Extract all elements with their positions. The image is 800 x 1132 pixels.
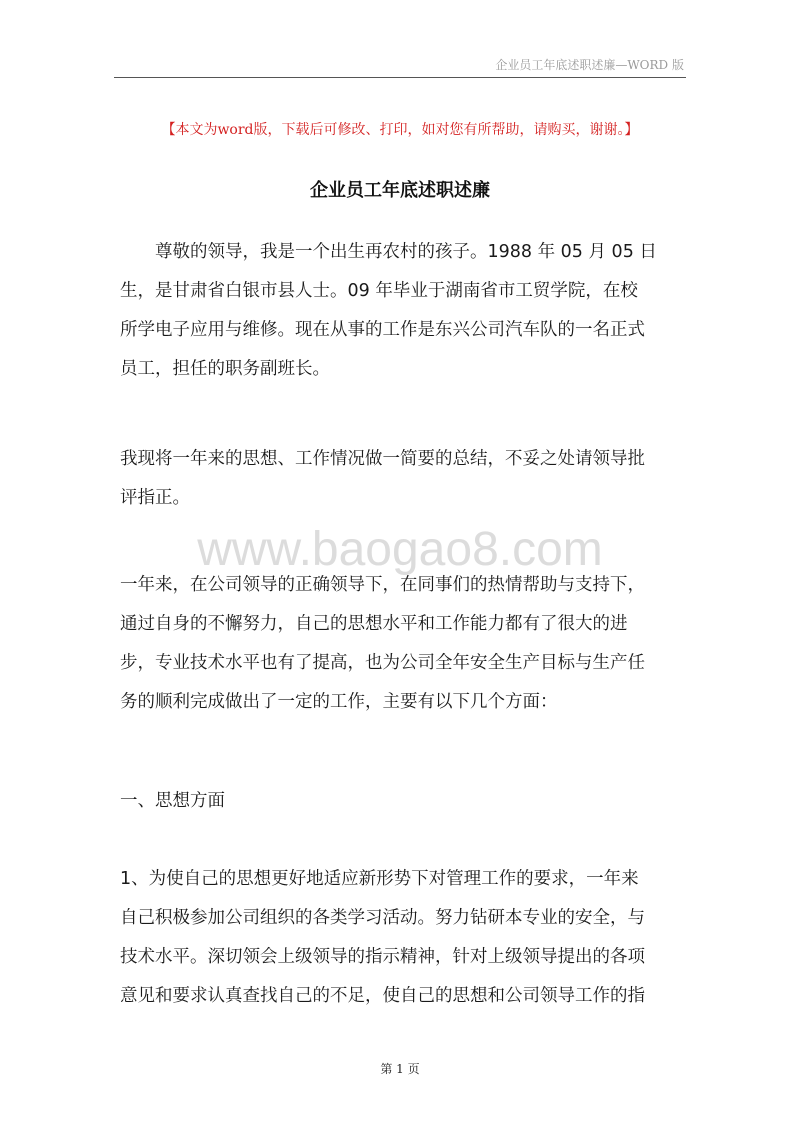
paragraph-item-1 (120, 860, 690, 1016)
paragraph-line: 步，专业技术水平也有了提高，也为公司全年安全生产目标与生产任 (120, 653, 645, 673)
paragraph-line: 自己积极参加公司组织的各类学习活动。努力钻研本专业的安全，与 (120, 908, 645, 928)
section-heading-ideology (120, 782, 690, 821)
paragraph-line: 我现将一年来的思想、工作情况做一简要的总结，不妥之处请领导批 (120, 449, 645, 469)
paragraph-line: 1、为使自己的思想更好地适应新形势下对管理工作的要求，一年来 (120, 869, 639, 889)
paragraph-line: 生，是甘肃省白银市县人士。09 年毕业于湖南省市工贸学院，在校 (120, 281, 638, 301)
section-heading-text: 一、思想方面 (120, 791, 225, 811)
paragraph-year-review (120, 566, 690, 722)
paragraph-line: 所学电子应用与维修。现在从事的工作是东兴公司汽车队的一名正式 (120, 320, 645, 340)
paragraph-line: 一年来，在公司领导的正确领导下，在同事们的热情帮助与支持下， (120, 575, 645, 595)
header-divider (114, 77, 686, 78)
document-title: 企业员工年底述职述廉 (310, 180, 490, 201)
paragraph-line: 通过自身的不懈努力，自己的思想水平和工作能力都有了很大的进 (120, 614, 628, 634)
paragraph-line: 尊敬的领导，我是一个出生再农村的孩子。1988 年 05 月 05 日 (120, 242, 657, 262)
purchase-notice: 【本文为word版，下载后可修改、打印，如对您有所帮助，请购买，谢谢。】 (161, 122, 639, 138)
paragraph-line: 务的顺利完成做出了一定的工作，主要有以下几个方面： (120, 692, 558, 712)
paragraph-summary-intro (120, 440, 690, 518)
paragraph-line: 意见和要求认真查找自己的不足，使自己的思想和公司领导工作的指 (120, 986, 645, 1006)
paragraph-intro (120, 233, 690, 389)
site-watermark: www.baogao8.com (197, 523, 603, 576)
paragraph-line: 员工，担任的职务副班长。 (120, 359, 330, 379)
running-header: 企业员工年底述职述廉—WORD 版 (495, 58, 684, 72)
paragraph-line: 评指正。 (120, 488, 190, 508)
page-number: 第 1 页 (380, 1062, 420, 1076)
paragraph-line: 技术水平。深切领会上级领导的指示精神，针对上级领导提出的各项 (120, 947, 645, 967)
